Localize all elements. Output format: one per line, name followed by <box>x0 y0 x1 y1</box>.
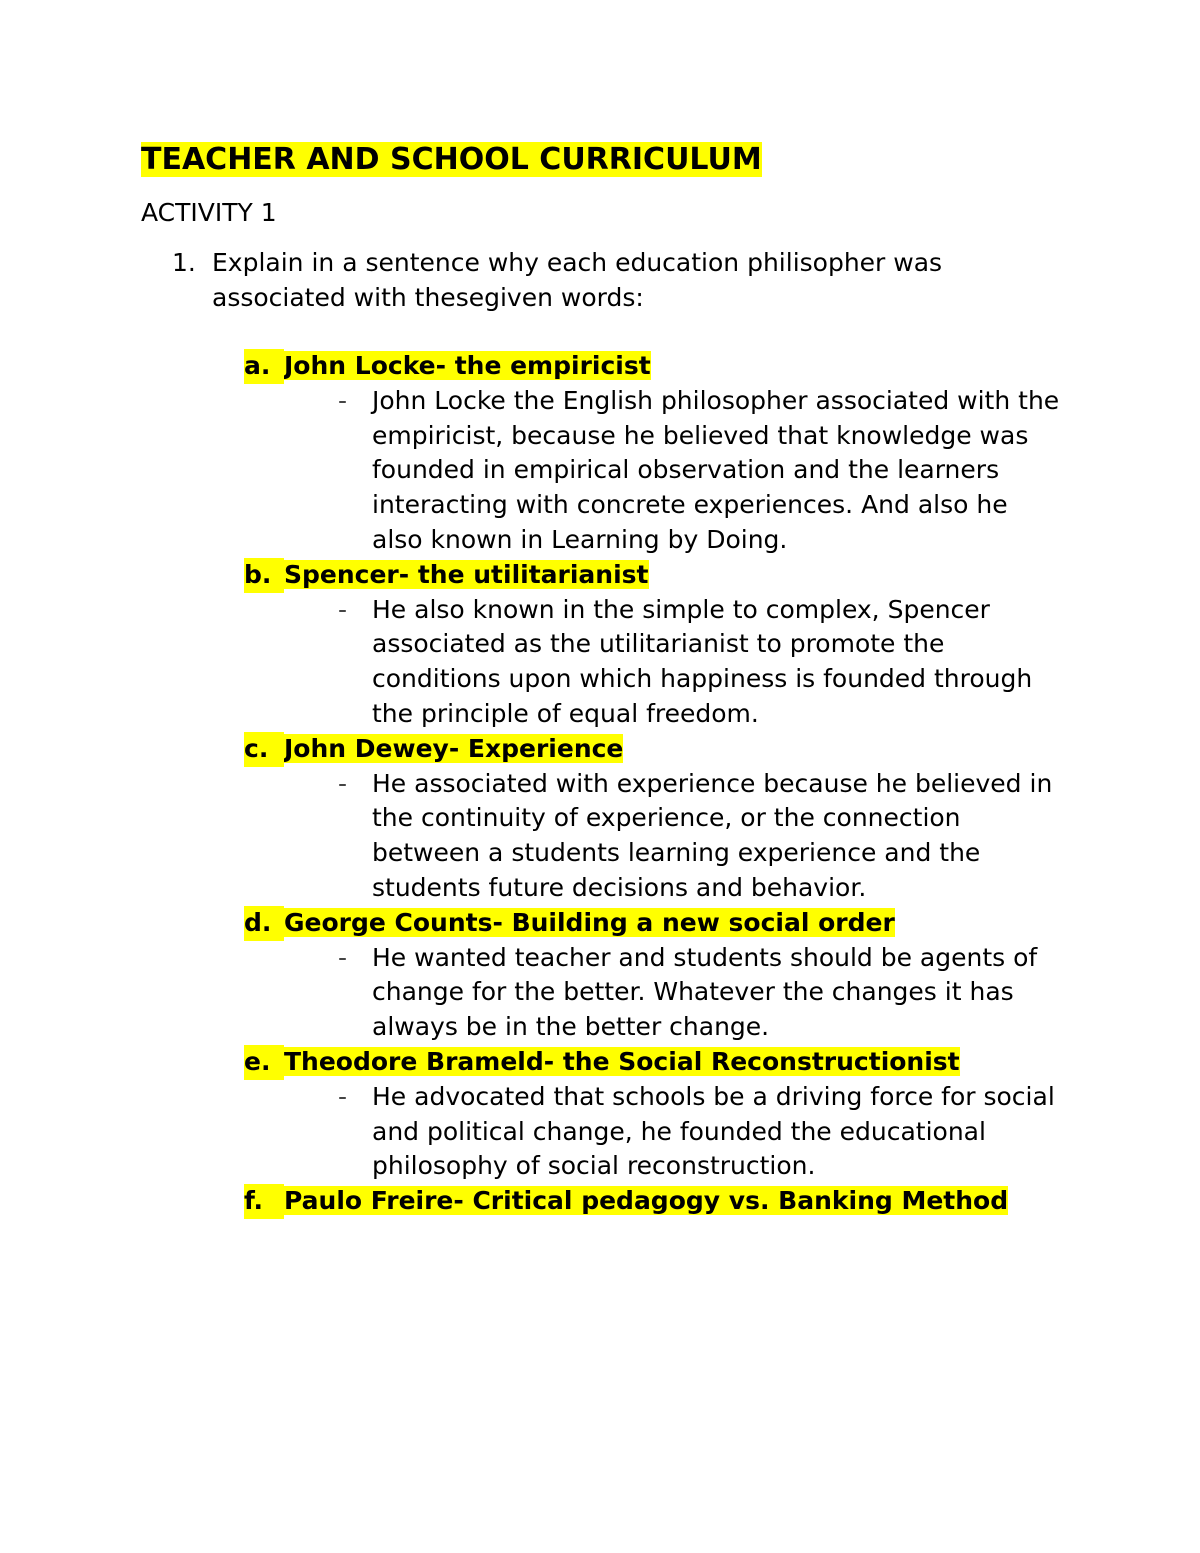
item-heading-text: Spencer- the utilitarianist <box>284 559 649 589</box>
philosopher-item-counts <box>244 906 1064 1045</box>
philosopher-heading <box>244 349 1064 384</box>
dash-bullet: - <box>338 1081 348 1111</box>
item-letter: c. <box>244 732 284 767</box>
item-letter: d. <box>244 906 284 941</box>
item-heading-text: John Dewey- Experience <box>284 733 624 763</box>
item-letter: f. <box>244 1184 284 1219</box>
philosopher-heading <box>244 1045 1064 1080</box>
document-title <box>141 139 762 181</box>
item-letter: e. <box>244 1045 284 1080</box>
philosopher-heading <box>244 732 1064 767</box>
question <box>172 246 1052 315</box>
question-number: 1. <box>172 248 196 277</box>
philosopher-item-freire <box>244 1184 1064 1219</box>
philosopher-list <box>244 349 1064 1219</box>
philosopher-answer <box>244 767 1064 906</box>
item-heading-text: George Counts- Building a new social order <box>284 907 895 937</box>
philosopher-item-brameld <box>244 1045 1064 1184</box>
philosopher-item-spencer <box>244 558 1064 732</box>
philosopher-answer <box>244 593 1064 732</box>
dash-bullet: - <box>338 594 348 624</box>
philosopher-item-locke <box>244 349 1064 558</box>
activity-label: ACTIVITY 1 <box>141 198 277 227</box>
philosopher-heading <box>244 906 1064 941</box>
dash-bullet: - <box>338 385 348 415</box>
dash-bullet: - <box>338 768 348 798</box>
question-text: Explain in a sentence why each education philisopher was associated with thesegiven words: <box>212 248 943 312</box>
answer-text: John Locke the English philosopher associated with the empiricist, because he believed that knowledge was founded in empirical observation and the learners interacting with concrete experiences. And also he also known in Learning by Doing. <box>372 385 1060 554</box>
item-heading-text: Paulo Freire- Critical pedagogy vs. Banking Method <box>284 1186 1009 1216</box>
philosopher-answer <box>244 941 1064 1045</box>
item-letter: b. <box>244 558 284 593</box>
item-heading-text: Theodore Brameld- the Social Reconstructionist <box>284 1046 960 1076</box>
philosopher-heading <box>244 558 1064 593</box>
answer-text: He advocated that schools be a driving force for social and political change, he founded the educational philosophy of social reconstruction. <box>372 1081 1055 1181</box>
item-heading-text: John Locke- the empiricist <box>284 351 651 380</box>
answer-text: He wanted teacher and students should be agents of change for the better. Whatever the changes it has always be in the better change. <box>372 942 1038 1042</box>
dash-bullet: - <box>338 942 348 972</box>
philosopher-item-dewey <box>244 732 1064 906</box>
philosopher-heading <box>244 1184 1064 1219</box>
answer-text: He also known in the simple to complex, Spencer associated as the utilitarianist to promote the conditions upon which happiness is founded through the principle of equal freedom. <box>372 594 1033 728</box>
philosopher-answer <box>244 1080 1064 1184</box>
item-letter: a. <box>244 349 284 384</box>
answer-text: He associated with experience because he believed in the continuity of experience, or the connection between a students learning experience and the students future decisions and behavior. <box>372 768 1053 902</box>
document-title-text: TEACHER AND SCHOOL CURRICULUM <box>141 142 762 177</box>
philosopher-answer <box>244 384 1064 558</box>
